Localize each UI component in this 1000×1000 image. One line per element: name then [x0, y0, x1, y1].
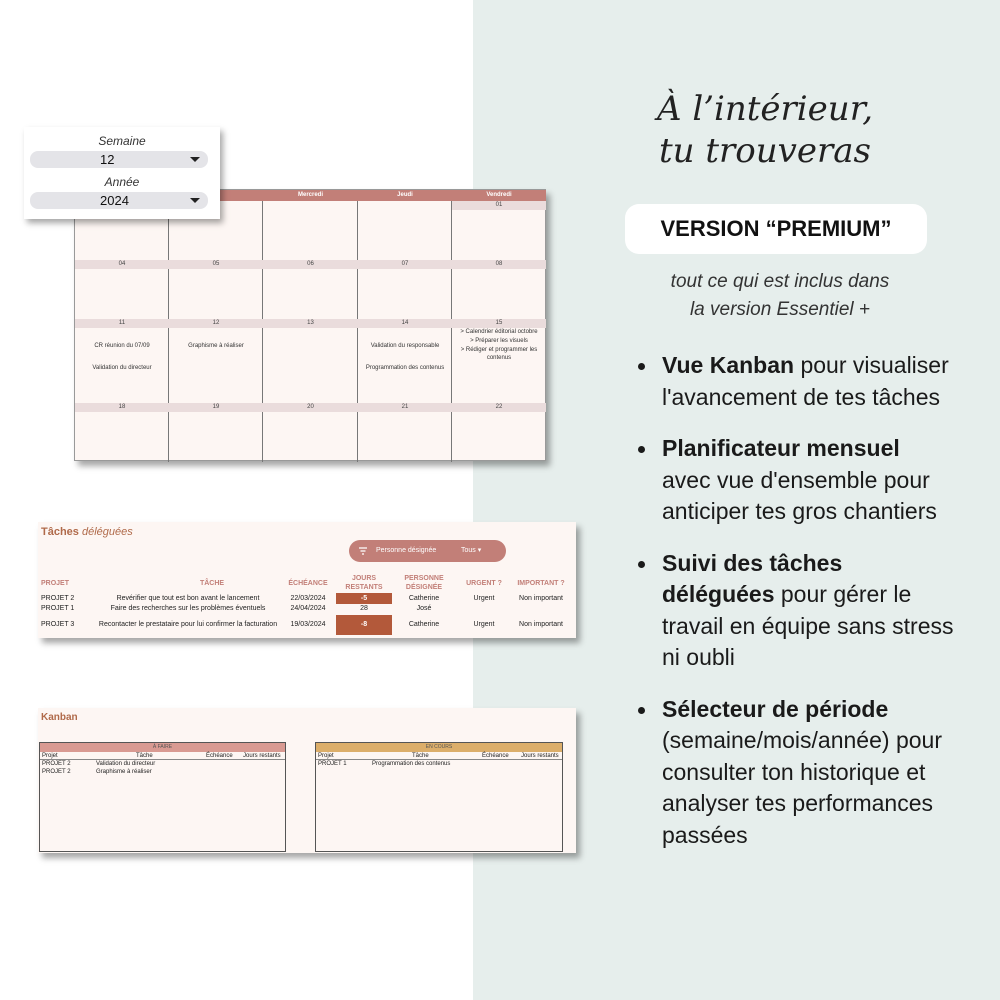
column-header: URGENT ?	[466, 579, 502, 587]
heading	[600, 88, 930, 172]
kanban-column-todo	[39, 742, 286, 852]
day-number: 18	[75, 403, 169, 412]
version-pill: VERSION “PREMIUM”	[625, 204, 927, 254]
column-header: ÉCHÉANCE	[288, 579, 328, 587]
column-header: TÂCHE	[199, 579, 225, 587]
table-cell: Catherine	[408, 621, 440, 628]
kanban-panel	[38, 708, 576, 853]
calendar-header: Jeudi	[358, 190, 452, 201]
kanban-sub-label: Échéance	[206, 753, 233, 759]
kanban-sub-label: Tâche	[136, 753, 153, 759]
feature-item	[634, 433, 954, 528]
kanban-sub-label: Projet	[42, 753, 58, 759]
kanban-sub-label: Échéance	[482, 753, 509, 759]
year-label: Année	[104, 175, 140, 189]
kanban-task: Graphisme à réaliser	[96, 769, 152, 775]
chevron-down-icon	[190, 198, 200, 203]
feature-text: avec vue d'ensemble pour anticiper tes gros chantiers	[662, 466, 937, 524]
delegated-title-italic: déléguées	[81, 526, 133, 538]
feature-bold: Vue Kanban	[662, 352, 795, 378]
heading-line-2: tu trouveras	[659, 131, 871, 171]
day-number: 06	[263, 260, 358, 269]
day-number: 13	[263, 319, 358, 328]
kanban-column-header: EN COURS	[316, 743, 562, 752]
kanban-sub-label: Jours restants	[521, 753, 559, 759]
day-number: 22	[452, 403, 546, 412]
calendar-grid	[74, 189, 546, 461]
day-number: 04	[75, 260, 169, 269]
table-cell: 22/03/2024	[290, 595, 326, 602]
kanban-sub-header	[316, 752, 562, 760]
feature-bold: Suivi des tâches déléguées	[662, 549, 843, 607]
table-cell: PROJET 2	[41, 595, 75, 602]
table-cell: Faire des recherches sur les problèmes éventuels	[110, 605, 266, 612]
table-cell: Revérifier que tout est bon avant le lancement	[116, 595, 260, 602]
days-remaining-cell: 28	[360, 605, 368, 612]
calendar-event: > Préparer les visuels	[470, 338, 528, 344]
kanban-sub-label: Tâche	[412, 753, 429, 759]
day-number: 11	[75, 319, 169, 328]
week-dropdown[interactable]	[30, 151, 208, 168]
table-cell: Recontacter le prestataire pour lui confirmer la facturation	[98, 621, 278, 628]
feature-item	[634, 548, 954, 674]
week-label: Semaine	[98, 134, 146, 148]
day-number: 19	[169, 403, 263, 412]
kanban-project: PROJET 2	[42, 769, 71, 775]
kanban-project: PROJET 2	[42, 761, 71, 767]
day-number: 07	[358, 260, 452, 269]
table-cell: PROJET 1	[41, 605, 75, 612]
period-selector	[24, 127, 220, 219]
day-number: 05	[169, 260, 263, 269]
calendar-event: CR réunion du 07/09	[94, 343, 150, 349]
table-cell: 24/04/2024	[290, 605, 326, 612]
days-remaining-cell: -8	[336, 615, 392, 635]
table-cell: Non important	[519, 621, 563, 628]
day-number: 08	[452, 260, 546, 269]
feature-text: pour gérer le travail en équipe sans stress ni oubli	[662, 581, 954, 670]
calendar-event: Programmation des contenus	[365, 365, 445, 371]
kanban-column-header: À FAIRE	[40, 743, 285, 752]
kanban-sub-label: Projet	[318, 753, 334, 759]
days-remaining-cell: -5	[336, 593, 392, 604]
column-header: IMPORTANT ?	[517, 579, 565, 587]
subtitle-line-2: la version Essentiel +	[689, 299, 871, 320]
day-number: 20	[263, 403, 358, 412]
calendar-event: > Calendrier éditorial octobre	[460, 329, 538, 335]
day-number: 14	[358, 319, 452, 328]
feature-list	[634, 350, 954, 871]
kanban-sub-label: Jours restants	[243, 753, 281, 759]
year-value: 2024	[100, 193, 129, 208]
year-dropdown[interactable]	[30, 192, 208, 209]
kanban-card[interactable]	[316, 760, 562, 768]
delegated-title	[41, 526, 133, 538]
kanban-card[interactable]	[40, 768, 285, 776]
calendar-event: Graphisme à réaliser	[188, 343, 244, 349]
kanban-task: Programmation des contenus	[372, 761, 451, 767]
heading-line-1: À l’intérieur,	[656, 89, 874, 129]
chevron-down-icon	[190, 157, 200, 162]
column-header: JOURS RESTANTS	[345, 575, 383, 591]
kanban-task: Validation du directeur	[96, 761, 156, 767]
kanban-card[interactable]	[40, 760, 285, 768]
feature-text: pour visualiser l'avancement de tes tâches	[662, 352, 949, 410]
feature-item	[634, 694, 954, 852]
week-value: 12	[100, 152, 115, 167]
table-cell: Non important	[519, 595, 563, 602]
table-cell: Urgent	[473, 621, 495, 628]
filter-label: Personne désignée	[376, 547, 437, 554]
table-cell: PROJET 3	[41, 621, 75, 628]
calendar-event: Validation du directeur	[92, 365, 152, 371]
calendar-header: Vendredi	[452, 190, 546, 201]
day-number: 12	[169, 319, 263, 328]
feature-text: (semaine/mois/année) pour consulter ton historique et analyser tes performances passées	[662, 727, 942, 848]
table-cell: Urgent	[473, 595, 495, 602]
calendar-header: Mercredi	[263, 190, 358, 201]
table-cell: Catherine	[408, 595, 440, 602]
table-cell: 19/03/2024	[290, 621, 326, 628]
day-number: 21	[358, 403, 452, 412]
feature-bold: Planificateur mensuel	[662, 435, 900, 461]
calendar-event: Validation du responsable	[370, 343, 440, 349]
delegated-tasks-panel	[38, 522, 576, 638]
day-number: 01	[452, 201, 546, 210]
filter-value[interactable]: Tous ▾	[461, 547, 482, 554]
day-number: 15	[452, 319, 546, 328]
kanban-column-in-progress	[315, 742, 563, 852]
feature-item	[634, 350, 954, 413]
person-filter[interactable]	[349, 540, 506, 562]
table-cell: José	[416, 605, 432, 612]
delegated-title-main: Tâches	[41, 526, 79, 538]
feature-bold: Sélecteur de période	[662, 695, 889, 722]
subtitle-line-1: tout ce qui est inclus dans	[670, 271, 890, 292]
kanban-sub-header	[40, 752, 285, 760]
column-header: PROJET	[41, 579, 70, 587]
subtitle	[625, 268, 935, 324]
kanban-project: PROJET 1	[318, 761, 347, 767]
column-header: PERSONNE DÉSIGNÉE	[404, 575, 444, 591]
filter-icon	[358, 546, 368, 556]
calendar-event: > Rédiger et programmer les contenus	[460, 347, 538, 361]
kanban-title: Kanban	[41, 712, 78, 723]
